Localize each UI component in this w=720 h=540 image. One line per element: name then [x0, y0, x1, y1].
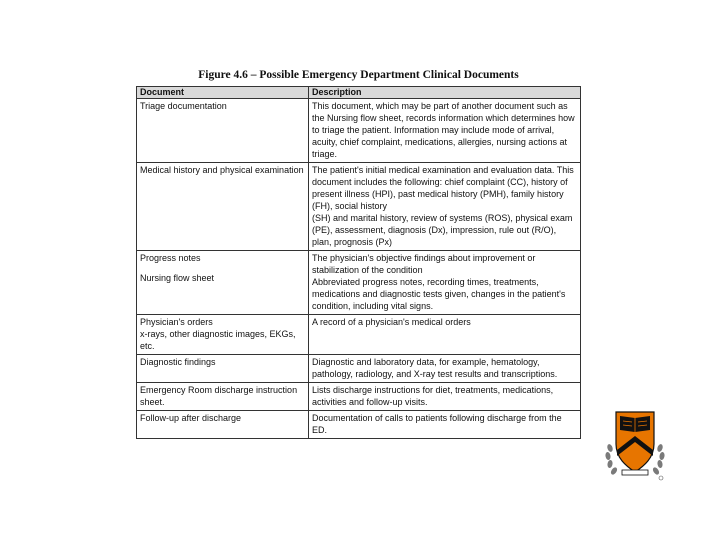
document-name: Nursing flow sheet [140, 273, 215, 283]
document-cell [137, 163, 309, 251]
document-name: Physician's orders [140, 317, 213, 327]
document-cell [137, 99, 309, 163]
motto-ribbon [622, 470, 648, 475]
column-header-description: Description [309, 87, 581, 99]
document-name: Triage documentation [140, 101, 227, 111]
table-header-row [137, 87, 581, 99]
table-row [137, 315, 581, 355]
document-cell [137, 315, 309, 355]
description-text: Diagnostic and laboratory data, for example, hematology, pathology, radiology, and X-ray test results and transcriptions. [312, 357, 558, 379]
description-cell [309, 411, 581, 439]
description-cell [309, 163, 581, 251]
document-name: Progress notes [140, 253, 201, 263]
description-text: Abbreviated progress notes, recording times, treatments, medications and diagnostic tests given, changes in the patient's condition, including vital signs. [312, 277, 566, 311]
table-row [137, 163, 581, 251]
description-cell [309, 355, 581, 383]
description-cell [309, 251, 581, 315]
description-text: (SH) and marital history, review of systems (ROS), physical exam (PE), assessment, diagnosis (Dx), impression, rule out (R/O), plan, prognosis (Px) [312, 213, 573, 247]
table-row [137, 383, 581, 411]
registered-mark-icon [659, 476, 663, 480]
description-text: The patient's initial medical examination and evaluation data. This document includes the following: chief complaint (CC), history of present illness (HPI), past medical history (PMH), family history (FH), social history [312, 165, 574, 211]
document-name: Follow-up after discharge [140, 413, 242, 423]
table-row [137, 251, 581, 315]
documents-table [136, 86, 581, 439]
princeton-shield-logo [604, 406, 666, 482]
document-cell [137, 355, 309, 383]
description-text: This document, which may be part of another document such as the Nursing flow sheet, records information which determines how to triage the patient. Information may include mode of arrival, acuity, chief complaint, medications, allergies, nursing actions at triage. [312, 101, 575, 159]
document-cell [137, 411, 309, 439]
document-cell [137, 383, 309, 411]
document-cell [137, 251, 309, 315]
table-row [137, 411, 581, 439]
document-name: Diagnostic findings [140, 357, 216, 367]
document-name: Emergency Room discharge instruction sheet. [140, 385, 298, 407]
column-header-document: Document [137, 87, 309, 99]
description-cell [309, 99, 581, 163]
table-row [137, 355, 581, 383]
table-row [137, 99, 581, 163]
description-text: The physician's objective findings about improvement or stabilization of the condition [312, 253, 536, 275]
description-text: Documentation of calls to patients following discharge from the ED. [312, 413, 562, 435]
figure-title: Figure 4.6 – Possible Emergency Department Clinical Documents [198, 69, 519, 81]
document-name: Medical history and physical examination [140, 165, 304, 175]
description-text: A record of a physician's medical orders [312, 317, 471, 327]
document-subtext: x-rays, other diagnostic images, EKGs, etc. [140, 329, 296, 351]
description-cell [309, 383, 581, 411]
description-text: Lists discharge instructions for diet, treatments, medications, activities and follow-up visits. [312, 385, 554, 407]
description-cell [309, 315, 581, 355]
